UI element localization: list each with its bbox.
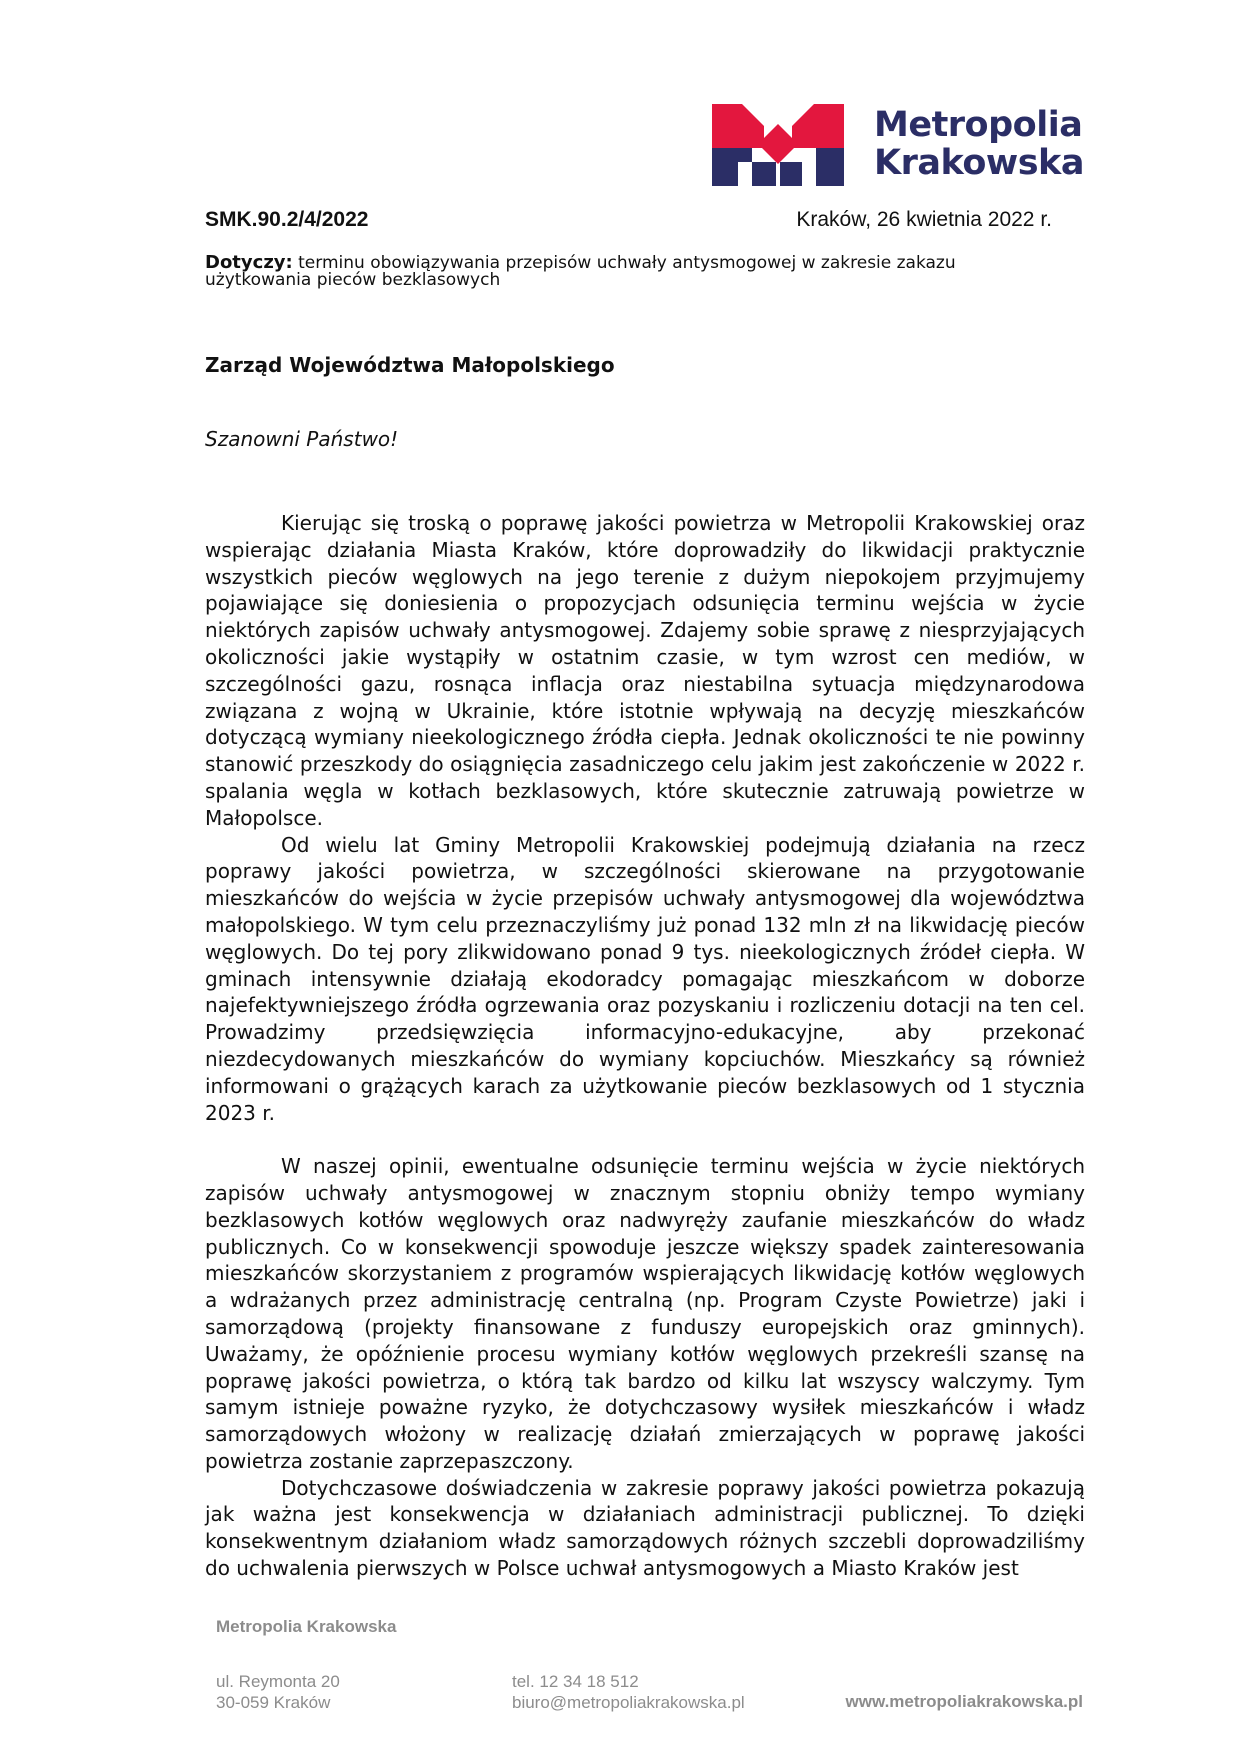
subject-label: Dotyczy: bbox=[205, 252, 293, 273]
logo-navy-square-1 bbox=[712, 148, 738, 186]
salutation: Szanowni Państwo! bbox=[205, 427, 399, 451]
logo-navy-square-4 bbox=[816, 148, 844, 186]
document-reference: SMK.90.2/4/2022 bbox=[205, 208, 369, 231]
footer-street: ul. Reymonta 20 bbox=[216, 1672, 340, 1691]
paragraph-1: Kierując się troską o poprawę jakości powietrza w Metropolii Krakowskiej oraz wspierając działania Miasta Kraków, które doprowadziły do likwidacji praktycznie wszystkich pieców węglowych na jego terenie z dużym niepokojem przyjmujemy pojawiające się doniesienia o propozycjach odsunięcia terminu wejścia w życie niektórych zapisów uchwały antysmogowej. Zdajemy sobie sprawę z niesprzyjających okoliczności jakie wystąpiły w ostatnim czasie, w tym wzrost cen mediów, w szczególności gazu, rosnąca inflacja oraz niestabilna sytuacja międzynarodowa związana z wojną w Ukrainie, które istotnie wpływają na decyzję mieszkańców dotyczącą wymiany nieekologicznego źródła ciepła. Jednak okoliczności te nie powinny stanowić przeszkody do osiągnięcia zasadniczego celu jakim jest zakończenie w 2022 r. spalania węgla w kotłach bezklasowych, które skutecznie zatruwają powietrze w Małopolsce. bbox=[205, 511, 1085, 830]
metropolia-krakowska-logo bbox=[712, 104, 1112, 190]
logo-mark-icon bbox=[712, 104, 844, 186]
logo-navy-square-2 bbox=[752, 162, 776, 186]
footer-phone: tel. 12 34 18 512 bbox=[512, 1672, 639, 1691]
subject-text: terminu obowiązywania przepisów uchwały antysmogowej w zakresie zakazu użytkowania pieców bezklasowych bbox=[205, 253, 956, 290]
footer-address bbox=[216, 1671, 340, 1713]
letter-body bbox=[205, 510, 1085, 1582]
paragraph-2: Od wielu lat Gminy Metropolii Krakowskiej podejmują działania na rzecz poprawy jakości powietrza, w szczególności skierowane na przygotowanie mieszkańców do wejścia w życie przepisów uchwały antysmogowej dla województwa małopolskiego. W tym celu przeznaczyliśmy już ponad 132 mln zł na likwidację pieców węglowych. Do tej pory zlikwidowano ponad 9 tys. nieekologicznych źródeł ciepła. W gminach intensywnie działają ekodoradcy pomagając mieszkańcom w doborze najefektywniejszego źródła ogrzewania oraz pozyskaniu i rozliczeniu dotacji na ten cel. Prowadzimy przedsięwzięcia informacyjno-edukacyjne, aby przekonać niezdecydowanych mieszkańców do wymiany kopciuchów. Mieszkańcy są również informowani o grążących karach za użytkowanie pieców bezklasowych od 1 stycznia 2023 r. bbox=[205, 832, 1085, 1125]
logo-right-red-shape bbox=[792, 104, 844, 148]
logo-left-red-shape bbox=[712, 104, 764, 148]
footer-email[interactable]: biuro@metropoliakrakowska.pl bbox=[512, 1693, 745, 1712]
document-date: Kraków, 26 kwietnia 2022 r. bbox=[796, 208, 1052, 231]
subject-line bbox=[205, 254, 1035, 289]
logo-wordmark bbox=[874, 106, 1084, 182]
addressee: Zarząd Województwa Małopolskiego bbox=[205, 353, 615, 377]
logo-line-2: Krakowska bbox=[874, 143, 1084, 183]
paragraph-3: W naszej opinii, ewentualne odsunięcie terminu wejścia w życie niektórych zapisów uchwały antysmogowej w znacznym stopniu obniży tempo wymiany bezklasowych kotłów węglowych oraz nadwyręży zaufanie mieszkańców do władz publicznych. Co w konsekwencji spowoduje jeszcze większy spadek zainteresowania mieszkańców skorzystaniem z programów wspierających likwidację kotłów węglowych a wdrażanych przez administrację centralną (np. Program Czyste Powietrze) jaki i samorządową (projekty finansowane z funduszy europejskich oraz gminnych). Uważamy, że opóźnienie procesu wymiany kotłów węglowych przekreśli szansę na poprawę jakości powietrza, o którą tak bardzo od kilku lat wszyscy walczymy. Tym samym istnieje poważne ryzyko, że dotychczasowy wysiłek mieszkańców i władz samorządowych włożony w realizację działań zmierzających w poprawę jakości powietrza zostanie zaprzepaszczony. bbox=[205, 1154, 1085, 1473]
paragraph-4: Dotychczasowe doświadczenia w zakresie poprawy jakości powietrza pokazują jak ważna jest konsekwencja w działaniach administracji publicznej. To dzięki konsekwentnym działaniom władz samorządowych różnych szczebli doprowadziliśmy do uchwalenia pierwszych w Polsce uchwał antysmogowych a Miasto Kraków jest bbox=[205, 1475, 1085, 1581]
logo-line-1: Metropolia bbox=[874, 105, 1083, 145]
footer-website[interactable]: www.metropoliakrakowska.pl bbox=[845, 1692, 1083, 1711]
footer-organization: Metropolia Krakowska bbox=[216, 1617, 397, 1636]
logo-navy-square-5 bbox=[738, 148, 752, 162]
logo-navy-square-3 bbox=[780, 162, 802, 186]
footer-city: 30-059 Kraków bbox=[216, 1693, 331, 1712]
footer-contact bbox=[512, 1671, 745, 1713]
